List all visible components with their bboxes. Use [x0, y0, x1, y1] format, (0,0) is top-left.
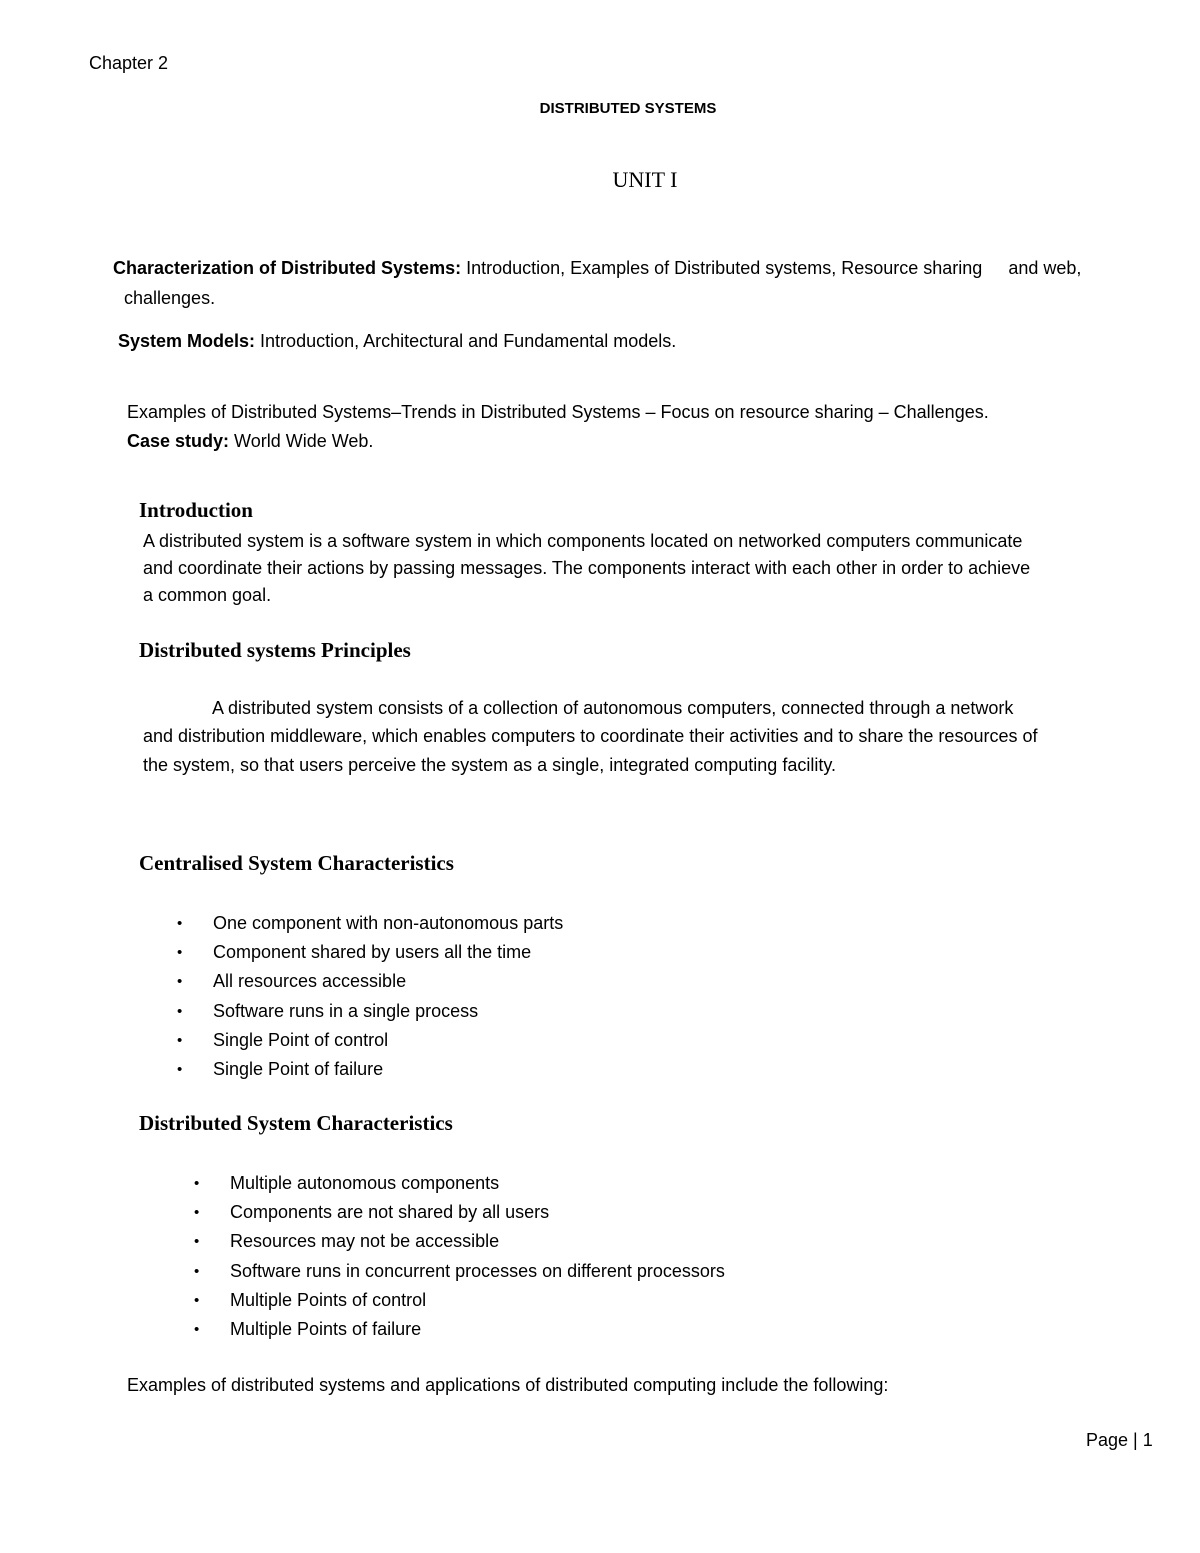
syllabus-characterization-text-end: and web, [1008, 258, 1082, 278]
syllabus-characterization-continued: challenges. [124, 288, 216, 308]
bullet-icon: • [177, 944, 183, 962]
list-item [177, 938, 563, 967]
chapter-label: Chapter 2 [89, 53, 169, 73]
list-item-text: All resources accessible [213, 971, 407, 992]
bullet-icon: • [194, 1262, 200, 1280]
bullet-icon: • [194, 1320, 200, 1338]
bullet-icon: • [177, 1060, 183, 1078]
distributed-characteristics-heading: Distributed System Characteristics [139, 1111, 453, 1135]
list-item-text: Multiple Points of failure [230, 1318, 422, 1339]
list-item [194, 1198, 725, 1227]
bullet-icon: • [194, 1291, 200, 1309]
page-number: Page | 1 [1086, 1430, 1153, 1450]
bullet-icon: • [194, 1175, 200, 1192]
bullet-icon: • [177, 973, 183, 991]
list-item-text: Multiple autonomous components [230, 1173, 500, 1193]
list-item-text: One component with non-autonomous parts [213, 913, 564, 933]
case-study-label: Case study: [127, 431, 230, 451]
list-item-text: Components are not shared by all users [230, 1202, 550, 1223]
list-item [177, 967, 563, 996]
topics-line: Examples of Distributed Systems–Trends in Distributed Systems – Focus on resource sharing – Challenges. [127, 402, 989, 422]
bullet-icon: • [177, 1002, 183, 1020]
introduction-paragraph: A distributed system is a software system in which components located on networked computers communicate and coordinate their actions by passing messages. The components interact with each other in order to achieve a common goal. [143, 531, 1031, 605]
document-title: DISTRIBUTED SYSTEMS [539, 100, 717, 117]
list-item [194, 1257, 725, 1286]
list-item [177, 909, 564, 938]
list-item-text: Single Point of failure [213, 1058, 384, 1079]
bullet-icon: • [194, 1233, 200, 1251]
syllabus-system-models [118, 327, 676, 355]
list-item [194, 1286, 725, 1315]
syllabus-models-label: System Models: [118, 331, 256, 351]
list-item [194, 1315, 725, 1344]
unit-title: UNIT I [612, 167, 678, 192]
syllabus-characterization-text: Introduction, Examples of Distributed systems, Resource sharing [461, 258, 983, 278]
principles-heading: Distributed systems Principles [139, 638, 411, 662]
list-item-text: Component shared by users all the time [213, 942, 532, 963]
distributed-characteristics-list [194, 1169, 725, 1344]
centralised-characteristics-list [177, 909, 564, 1084]
list-item-text: Software runs in concurrent processes on different processors [230, 1260, 725, 1281]
list-item [177, 1055, 563, 1084]
list-item [177, 1026, 563, 1055]
bullet-icon: • [194, 1204, 200, 1222]
syllabus-models-text: Introduction, Architectural and Fundamental models. [255, 331, 677, 351]
examples-intro-line: Examples of distributed systems and applications of distributed computing include the following: [127, 1375, 889, 1395]
case-study-text: World Wide Web. [229, 431, 374, 451]
case-study-line [127, 427, 373, 455]
syllabus-characterization [113, 254, 1173, 282]
list-item-text: Software runs in a single process [213, 1000, 479, 1021]
bullet-icon: • [177, 915, 183, 932]
list-item [177, 997, 563, 1026]
list-item-text: Single Point of control [213, 1029, 389, 1050]
centralised-characteristics-heading: Centralised System Characteristics [139, 851, 454, 875]
bullet-icon: • [177, 1031, 183, 1049]
syllabus-characterization-label: Characterization of Distributed Systems: [113, 258, 462, 278]
list-item-text: Resources may not be accessible [230, 1231, 500, 1252]
list-item [194, 1227, 725, 1256]
list-item [194, 1169, 725, 1198]
list-item-text: Multiple Points of control [230, 1289, 427, 1310]
principles-paragraph: A distributed system consists of a collection of autonomous computers, connected through a network and distribution middleware, which enables computers to coordinate their activities and to share the resources of the system, so that users perceive the system as a single, integrated computing facility. [143, 698, 1038, 775]
introduction-heading: Introduction [139, 498, 253, 522]
